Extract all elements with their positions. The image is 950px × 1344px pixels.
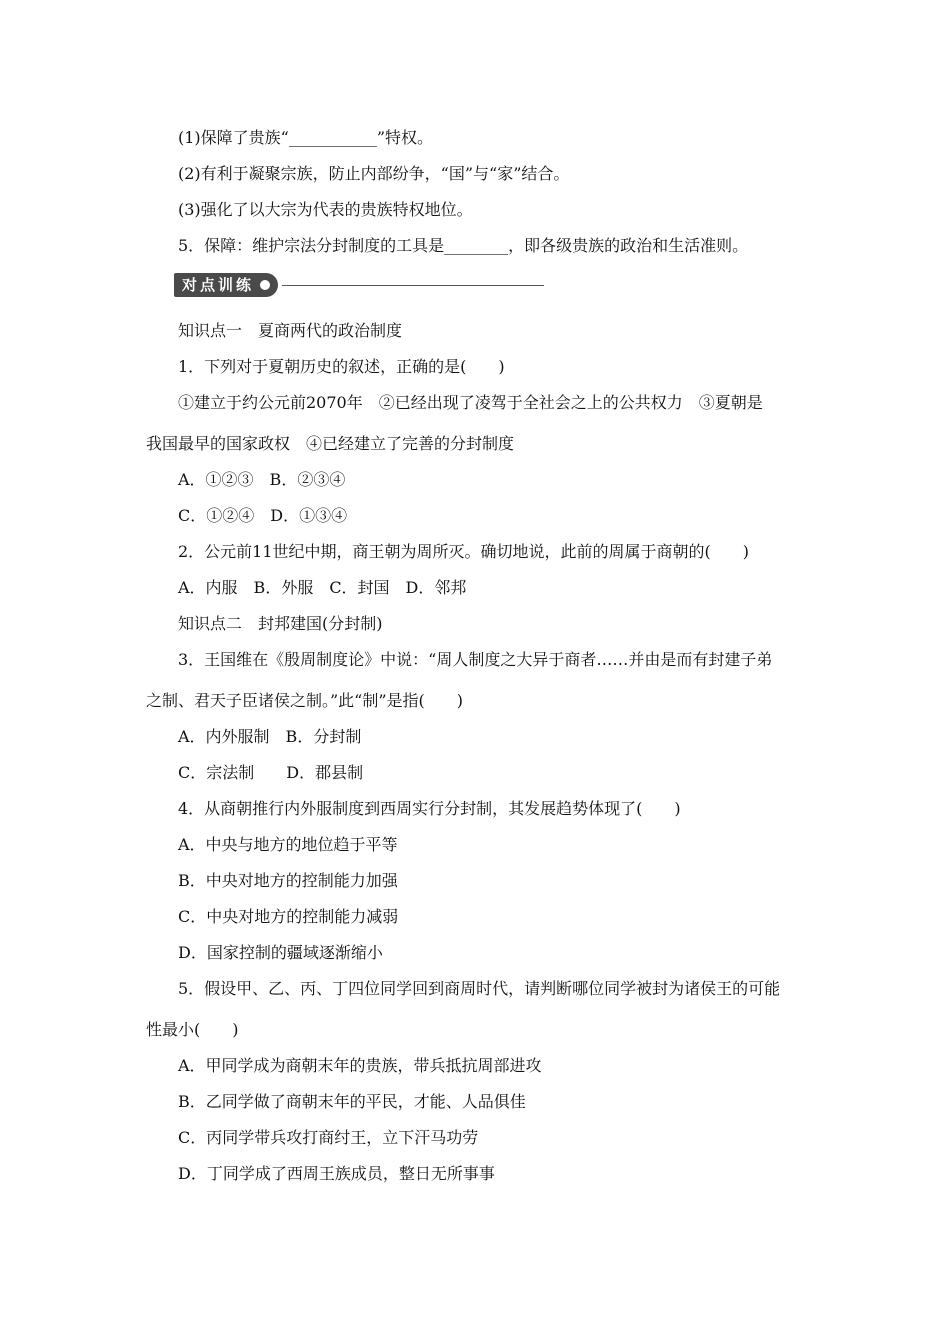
q1-stem: 1．下列对于夏朝历史的叙述，正确的是( ) — [178, 357, 505, 376]
q3-stem-line-1: 3．王国维在《殷周制度论》中说：“周人制度之大异于商者……并由是而有封建子弟 — [178, 650, 773, 669]
q3-stem-line-2: 之制、君天子臣诸侯之制。”此“制”是指( ) — [146, 691, 464, 710]
q4-option-c: C．中央对地方的控制能力减弱 — [178, 907, 399, 926]
q5-option-c: C．丙同学带兵攻打商纣王，立下汗马功劳 — [178, 1128, 479, 1147]
bullet-dot-icon — [260, 280, 270, 290]
q3-options-ab: A．内外服制 B．分封制 — [178, 727, 362, 746]
q5-option-d: D．丁同学成了西周王族成员，整日无所事事 — [178, 1164, 495, 1183]
knowledge-point-1: 知识点一 夏商两代的政治制度 — [178, 321, 403, 340]
intro-line-3: (3)强化了以大宗为代表的贵族特权地位。 — [178, 200, 473, 219]
section-title: 对点训练 — [182, 276, 255, 294]
intro-line-2: (2)有利于凝聚宗族，防止内部纷争，“国”与“家”结合。 — [178, 164, 570, 183]
q1-options-cd: C．①②④ D．①③④ — [178, 506, 348, 525]
q5-option-a: A．甲同学成为商朝末年的贵族，带兵抵抗周部进攻 — [178, 1056, 542, 1075]
q1-options-ab: A．①②③ B．②③④ — [178, 470, 346, 489]
q5-stem-line-2: 性最小( ) — [146, 1020, 239, 1039]
q5-stem-line-1: 5．假设甲、乙、丙、丁四位同学回到商周时代，请判断哪位同学被封为诸侯王的可能 — [178, 979, 781, 998]
q2-stem: 2．公元前11世纪中期，商王朝为周所灭。确切地说，此前的周属于商朝的( ) — [178, 542, 750, 561]
q4-option-a: A．中央与地方的地位趋于平等 — [178, 835, 398, 854]
q4-option-d: D．国家控制的疆域逐渐缩小 — [178, 943, 383, 962]
knowledge-point-2: 知识点二 封邦建国(分封制) — [178, 614, 383, 633]
q3-options-cd: C．宗法制 D．郡县制 — [178, 763, 364, 782]
q4-stem: 4．从商朝推行内外服制度到西周实行分封制，其发展趋势体现了( ) — [178, 799, 681, 818]
q1-items-line-2: 我国最早的国家政权 ④已经建立了完善的分封制度 — [146, 434, 515, 453]
intro-line-1: (1)保障了贵族“___________”特权。 — [178, 128, 434, 147]
q5-option-b: B．乙同学做了商朝末年的平民，才能、人品俱佳 — [178, 1092, 526, 1111]
q1-items-line-1: ①建立于约公元前2070年 ②已经出现了凌驾于全社会之上的公共权力 ③夏朝是 — [178, 393, 763, 412]
section-divider — [282, 285, 544, 286]
q4-option-b: B．中央对地方的控制能力加强 — [178, 871, 398, 890]
section-label — [174, 273, 278, 297]
q2-options: A．内服 B．外服 C．封国 D．邻邦 — [178, 578, 467, 597]
section-header — [174, 273, 544, 297]
intro-line-4: 5．保障：维护宗法分封制度的工具是________，即各级贵族的政治和生活准则。 — [178, 236, 749, 255]
